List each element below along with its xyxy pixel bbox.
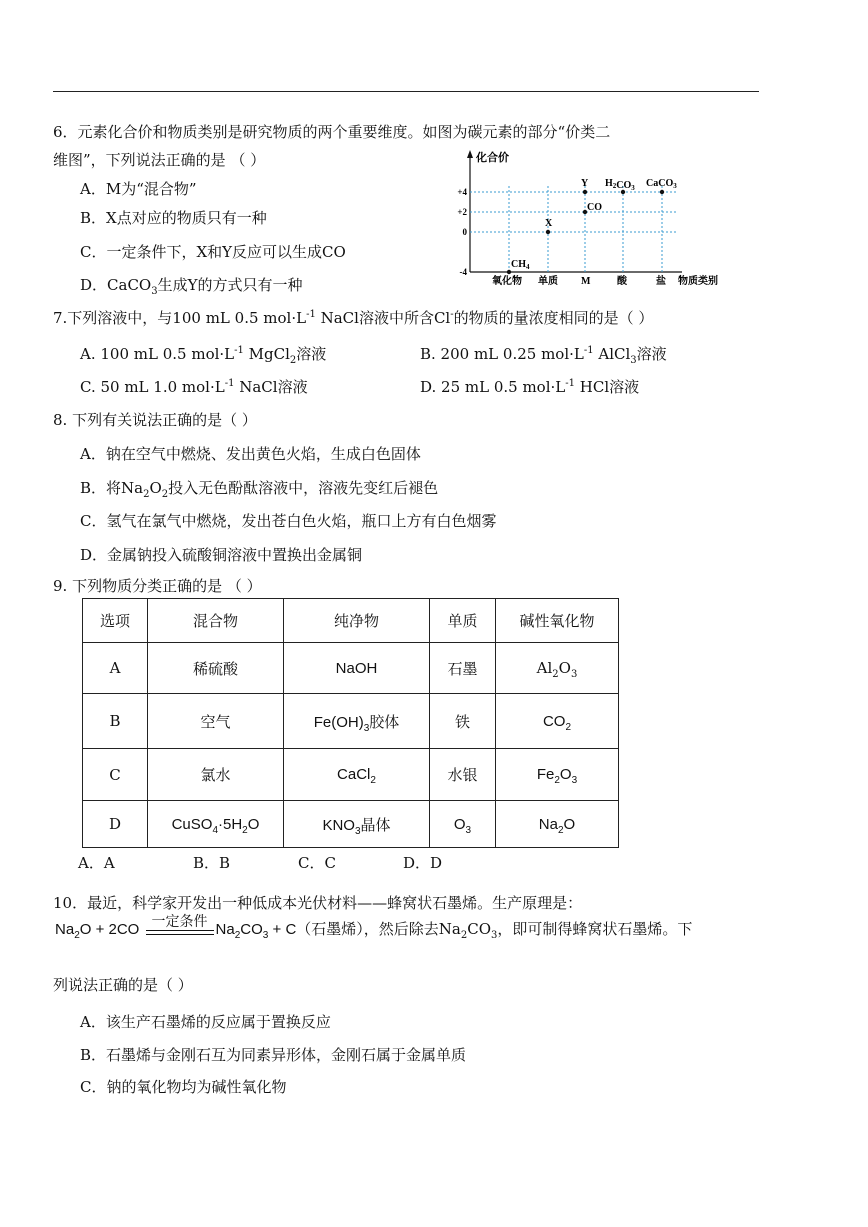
- point-label: $H_2CO_3$: [605, 178, 635, 192]
- cell-option: A: [83, 643, 148, 694]
- point-label: Y: [581, 178, 589, 189]
- q9-answer-b: B．B: [193, 854, 231, 872]
- cell-element: 石墨: [430, 643, 496, 694]
- header-element: 单质: [430, 599, 496, 643]
- q9-classification-table: [82, 598, 619, 848]
- cell-basic-oxide: $CO_2$: [496, 694, 619, 749]
- cell-pure: NaOH: [284, 643, 430, 694]
- q7-option-a: A. 100 mL 0.5 $mol\cdot L^{-1}$ MgCl$_2$溶液: [80, 345, 327, 366]
- reaction-arrow: [146, 913, 214, 941]
- x-tick-label: 盐: [656, 276, 666, 287]
- cell-element: 水银: [430, 749, 496, 801]
- table-row: [83, 694, 619, 749]
- cell-option: D: [83, 801, 148, 848]
- table-row: [83, 643, 619, 694]
- q10-option-b: B．石墨烯与金刚石互为同素异形体，金刚石属于金属单质: [80, 1046, 467, 1064]
- x-tick-label: 酸: [617, 276, 627, 287]
- point-label: CO: [587, 202, 602, 213]
- header-rule: [53, 91, 759, 92]
- cell-mixture: 氯水: [148, 749, 284, 801]
- header-mixture: 混合物: [148, 599, 284, 643]
- cell-element: $O_3$: [430, 801, 496, 848]
- chart-grid: [470, 186, 677, 272]
- cell-basic-oxide: $Al_2O_3$: [496, 643, 619, 694]
- x-tick-label: 单质: [538, 276, 558, 287]
- q10-equation: $Na_2O + 2CO$ 一定条件 $Na_2CO_3 + C$（石墨烯），然后除去$Na_2CO_3$，即可制得蜂窝状石墨烯。下: [55, 913, 693, 941]
- q6-stem-line1: 6．元素化合价和物质类别是研究物质的两个重要维度。如图为碳元素的部分“价类二: [53, 123, 611, 141]
- q7-option-d: D. 25 mL 0.5 $mol\cdot L^{-1}$ HCl溶液: [420, 378, 640, 396]
- y-tick-label: -4: [459, 267, 467, 277]
- q6-option-b: B．X点对应的物质只有一种: [80, 209, 267, 227]
- q6-option-d: D．CaCO$_3$生成Y的方式只有一种: [80, 276, 303, 297]
- point-label: X: [545, 218, 553, 229]
- cell-pure: CaCl$_2$: [284, 749, 430, 801]
- cell-mixture: 空气: [148, 694, 284, 749]
- q8-option-d: D．金属钠投入硫酸铜溶液中置换出金属铜: [80, 546, 363, 564]
- cell-element: 铁: [430, 694, 496, 749]
- q7-option-b: B. 200 mL 0.25 $mol\cdot L^{-1}$ AlCl$_3$溶液: [420, 345, 667, 366]
- cell-option: C: [83, 749, 148, 801]
- q9-answer-a: A．A: [78, 854, 115, 872]
- header-pure: 纯净物: [284, 599, 430, 643]
- y-tick-label: +2: [457, 207, 467, 217]
- cell-pure: $Fe(OH)_3$胶体: [284, 694, 430, 749]
- q8-option-a: A．钠在空气中燃烧、发出黄色火焰，生成白色固体: [80, 445, 421, 463]
- point-label: CaCO$_3$: [646, 178, 677, 190]
- q9-answer-c: C．C: [298, 854, 336, 872]
- point-label: $CH_4$: [511, 259, 530, 271]
- y-tick-label: 0: [462, 227, 467, 237]
- table-row: [83, 801, 619, 848]
- cell-basic-oxide: $Fe_2O_3$: [496, 749, 619, 801]
- q7-option-c: C. 50 mL 1.0 $mol\cdot L^{-1}$ NaCl溶液: [80, 378, 308, 396]
- q10-option-c: C．钠的氧化物均为碱性氧化物: [80, 1078, 287, 1096]
- q9-stem: 9. 下列物质分类正确的是 （ ）: [53, 577, 262, 595]
- x-tick-label: M: [581, 276, 591, 287]
- cell-option: B: [83, 694, 148, 749]
- q7-stem: 7.下列溶液中，与100 mL 0.5 $mol\cdot L^{-1}$ NaCl溶液中所含Cl-的物质的量浓度相同的是（ ）: [53, 309, 654, 327]
- data-point: [507, 270, 511, 274]
- q8-option-b: B．将$Na_2O_2$投入无色酚酞溶液中，溶液先变红后褪色: [80, 479, 439, 500]
- data-point: [660, 190, 664, 194]
- q6-stem-line2: 维图”，下列说法正确的是 （ ）: [53, 151, 266, 169]
- cell-pure: $KNO_3$晶体: [284, 801, 430, 848]
- header-option: 选项: [83, 599, 148, 643]
- q10-option-a: A．该生产石墨烯的反应属于置换反应: [80, 1013, 331, 1031]
- carbon-valence-class-chart: [452, 148, 752, 293]
- cell-basic-oxide: $Na_2O$: [496, 801, 619, 848]
- table-row: [83, 749, 619, 801]
- chart-y-arrow: [467, 150, 473, 158]
- chart-y-label: 化合价: [476, 152, 509, 164]
- q8-option-c: C．氢气在氯气中燃烧，发出苍白色火焰，瓶口上方有白色烟雾: [80, 512, 497, 530]
- q10-stem: 10．最近，科学家开发出一种低成本光伏材料——蜂窝状石墨烯。生产原理是：: [53, 894, 583, 912]
- q10-stem-line2: 列说法正确的是（ ）: [53, 976, 193, 994]
- y-tick-label: +4: [457, 187, 467, 197]
- table-header-row: [83, 599, 619, 643]
- q6-option-a: A．M为“混合物”: [80, 180, 197, 198]
- reaction-condition: 一定条件: [151, 913, 208, 930]
- cell-mixture: $CuSO_4\cdot 5H_2O$: [148, 801, 284, 848]
- q9-answer-d: D．D: [403, 854, 443, 872]
- header-basic-oxide: 碱性氧化物: [496, 599, 619, 643]
- x-tick-label: 氧化物: [492, 276, 522, 287]
- q8-stem: 8. 下列有关说法正确的是（ ）: [53, 411, 257, 429]
- cell-mixture: 稀硫酸: [148, 643, 284, 694]
- chart-x-label: 物质类别: [678, 276, 718, 287]
- data-point: [546, 230, 550, 234]
- q6-option-c: C．一定条件下，X和Y反应可以生成CO: [80, 243, 346, 261]
- data-point: [583, 190, 587, 194]
